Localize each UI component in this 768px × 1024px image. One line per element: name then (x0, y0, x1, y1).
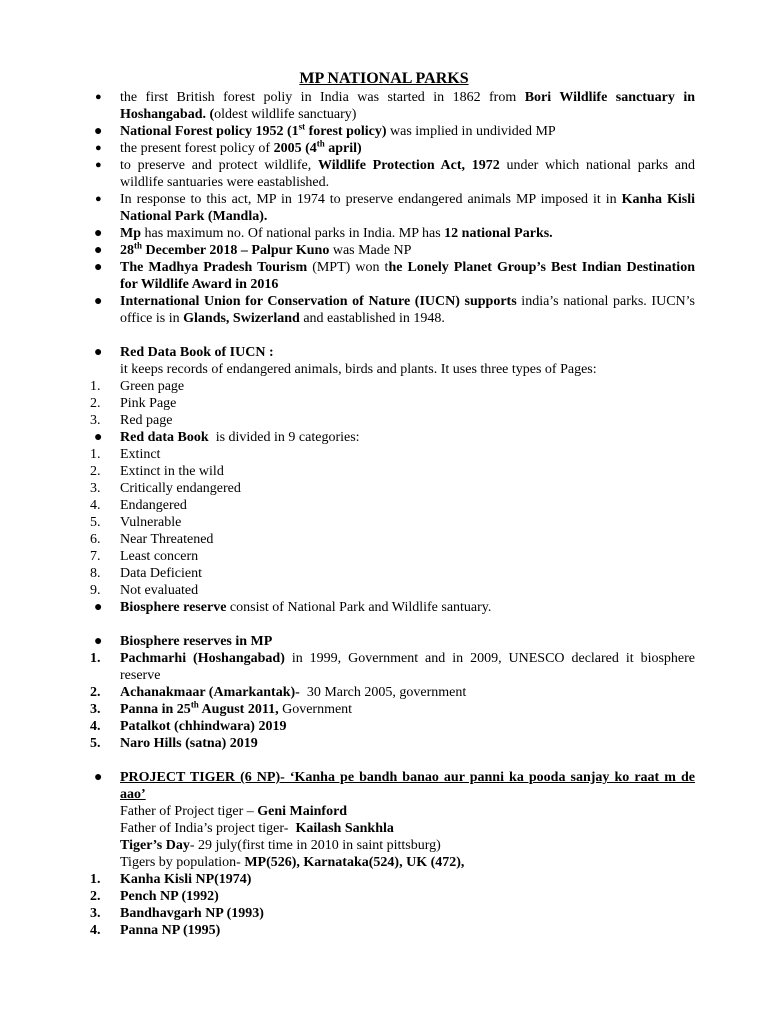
bold-text: Mp (120, 226, 141, 241)
bullet-marker: ● (95, 91, 102, 103)
bullet-marker: ● (94, 634, 103, 649)
list-number: 5. (90, 736, 101, 751)
list-number: 9. (90, 583, 101, 598)
list-text: Red page (120, 413, 173, 428)
list-number: 8. (90, 566, 101, 581)
superscript: st (298, 121, 306, 132)
superscript: th (190, 699, 199, 710)
bold-text: Kailash Sankhla (295, 821, 394, 836)
text-span: consist of National Park and Wildlife santuary. (226, 600, 492, 615)
bullet-item (90, 140, 695, 157)
paragraph (90, 837, 695, 854)
list-number: 1. (90, 872, 101, 887)
list-text: Extinct (120, 447, 161, 462)
bullet-marker: ● (94, 226, 103, 241)
list-text: Kanha Kisli NP(1974) (120, 872, 252, 887)
list-item (90, 480, 695, 497)
list-number: 3. (90, 413, 101, 428)
list-text: Not evaluated (120, 583, 199, 598)
paragraph: it keeps records of endangered animals, birds and plants. It uses three types of Pages: (120, 362, 597, 377)
bullet-item (90, 344, 695, 361)
text-span: has maximum no. Of national parks in India. MP has (141, 226, 445, 241)
list-number: 4. (90, 498, 101, 513)
text-span: - 29 july(first time in 2010 in saint pittsburg) (189, 838, 441, 853)
list-item (90, 531, 695, 548)
list-number: 1. (90, 379, 101, 394)
document-body (90, 89, 695, 939)
text-span: the first British forest poliy in India was started in 1862 from (120, 90, 525, 105)
bold-text: International Union for Conservation of Nature (IUCN) supports (120, 294, 517, 309)
text-span: oldest wildlife sanctuary) (214, 107, 357, 122)
bold-text: Panna in 25 (120, 702, 191, 717)
list-item (90, 718, 695, 735)
bullet-marker: ● (94, 243, 103, 258)
bullet-item (90, 769, 695, 803)
bullet-marker: ● (95, 159, 102, 171)
bullet-item (90, 259, 695, 293)
list-number: 5. (90, 515, 101, 530)
list-item (90, 446, 695, 463)
bullet-item (90, 191, 695, 225)
bold-text: Wildlife Protection Act, 1972 (317, 158, 500, 173)
list-item (90, 582, 695, 599)
bullet-marker: ● (94, 345, 103, 360)
bullet-item (90, 429, 695, 446)
bullet-item (90, 123, 695, 140)
list-number: 3. (90, 702, 101, 717)
list-text: Pink Page (120, 396, 177, 411)
bold-text: Bori Wildlife sanctuary in Hoshangabad. ( (120, 90, 695, 122)
section-heading: Biosphere reserves in MP (120, 634, 273, 649)
bullet-item (90, 293, 695, 327)
list-item (90, 871, 695, 888)
text-span: india’s national parks. IUCN’s office is in (120, 294, 695, 326)
bullet-marker: ● (94, 124, 103, 139)
bold-text: MP(526), Karnataka(524), UK (472), (244, 855, 465, 870)
list-text: Vulnerable (120, 515, 182, 530)
superscript: th (316, 138, 325, 149)
bold-text: april) (324, 141, 362, 156)
section-heading: Red Data Book of IUCN : (120, 345, 274, 360)
bold-text: Tiger’s Day (120, 838, 190, 853)
list-item (90, 888, 695, 905)
text-span: Tigers by population- (120, 855, 245, 870)
superscript: th (134, 240, 143, 251)
list-item (90, 514, 695, 531)
bullet-marker: ● (94, 430, 103, 445)
bold-text: Naro Hills (satna) 2019 (120, 736, 258, 751)
list-number: 1. (90, 651, 101, 666)
bullet-marker: ● (94, 770, 103, 785)
spacer (90, 752, 695, 769)
list-text: Critically endangered (120, 481, 241, 496)
text-span: 30 March 2005, government (299, 685, 467, 700)
text-span: was Made NP (329, 243, 412, 258)
list-number: 2. (90, 396, 101, 411)
list-number: 3. (90, 481, 101, 496)
bullet-item (90, 599, 695, 616)
bullet-item (90, 242, 695, 259)
text-span: In response to this act, MP in 1974 to preserve endangered animals MP imposed it in (120, 192, 622, 207)
list-item (90, 463, 695, 480)
list-text: Extinct in the wild (120, 464, 224, 479)
bold-text: National Forest policy 1952 (1 (120, 124, 299, 139)
list-number: 3. (90, 906, 101, 921)
list-text: Endangered (120, 498, 187, 513)
bold-text: Pachmarhi (Hoshangabad) (120, 651, 285, 666)
list-item (90, 735, 695, 752)
text-span: to preserve and protect wildlife, (120, 158, 318, 173)
bullet-item (90, 225, 695, 242)
spacer (90, 327, 695, 344)
paragraph (90, 854, 695, 871)
list-text: Green page (120, 379, 185, 394)
list-item (90, 565, 695, 582)
bold-text: Glands, Swizerland (183, 311, 300, 326)
list-number: 4. (90, 923, 101, 938)
list-item (90, 922, 695, 939)
text-span: Father of India’s project tiger- (120, 821, 296, 836)
text-span: under which national parks and wildlife santuaries were eastablished. (120, 158, 695, 190)
bullet-marker: ● (94, 600, 103, 615)
paragraph (90, 803, 695, 820)
list-text: Bandhavgarh NP (1993) (120, 906, 264, 921)
list-item (90, 497, 695, 514)
paragraph (90, 820, 695, 837)
list-item (90, 412, 695, 429)
list-text: Panna NP (1995) (120, 923, 221, 938)
list-number: 2. (90, 464, 101, 479)
bold-text: Biosphere reserve (120, 600, 227, 615)
bold-text: he Lonely Planet Group’s Best Indian Destination for Wildlife Award in 2016 (120, 260, 695, 292)
text-span: the present forest policy of (120, 141, 274, 156)
text-span: and eastablished in 1948. (299, 311, 445, 326)
list-text: Pench NP (1992) (120, 889, 219, 904)
text-span: was implied in undivided MP (386, 124, 556, 139)
bold-text: Red data Book (120, 430, 209, 445)
list-number: 7. (90, 549, 101, 564)
bold-text: Achanakmaar (Amarkantak)- (120, 685, 300, 700)
list-text: Least concern (120, 549, 199, 564)
bold-text: 12 national Parks. (444, 226, 553, 241)
bold-text: Kanha Kisli National Park (Mandla). (120, 192, 695, 224)
list-number: 1. (90, 447, 101, 462)
bullet-item (90, 633, 695, 650)
bold-text: Geni Mainford (257, 804, 348, 819)
text-span: Government (278, 702, 353, 717)
spacer (90, 616, 695, 633)
section-heading: PROJECT TIGER (6 NP)- ‘Kanha pe bandh banao aur panni ka pooda sanjay ko raat m de aao’ (120, 770, 695, 802)
text-span: Father of Project tiger – (120, 804, 258, 819)
list-item (90, 701, 695, 718)
list-text: Data Deficient (120, 566, 203, 581)
bullet-item (90, 157, 695, 191)
bold-text: The Madhya Pradesh Tourism (120, 260, 308, 275)
list-item (90, 395, 695, 412)
bullet-marker: ● (95, 193, 102, 205)
list-text: Near Threatened (120, 532, 214, 547)
list-number: 2. (90, 685, 101, 700)
bold-text: 2005 (4 (273, 141, 317, 156)
bullet-marker: ● (94, 260, 103, 275)
list-item (90, 378, 695, 395)
list-item (90, 650, 695, 684)
bullet-marker: ● (95, 142, 102, 154)
text-span: (MPT) won t (307, 260, 389, 275)
text-span: in 1999, Government and in 2009, UNESCO declared it biosphere reserve (120, 651, 695, 683)
bold-text: forest policy) (305, 124, 387, 139)
list-number: 2. (90, 889, 101, 904)
list-number: 4. (90, 719, 101, 734)
list-item (90, 905, 695, 922)
list-number: 6. (90, 532, 101, 547)
bold-text: December 2018 – Palpur Kuno (142, 243, 330, 258)
bold-text: Patalkot (chhindwara) 2019 (120, 719, 287, 734)
bullet-marker: ● (94, 294, 103, 309)
bold-text: 28 (120, 243, 134, 258)
page-title: MP NATIONAL PARKS (299, 70, 469, 87)
list-item (90, 548, 695, 565)
bullet-item (90, 89, 695, 123)
text-span: is divided in 9 categories: (208, 430, 360, 445)
bold-text: August 2011, (198, 702, 279, 717)
list-item (90, 684, 695, 701)
